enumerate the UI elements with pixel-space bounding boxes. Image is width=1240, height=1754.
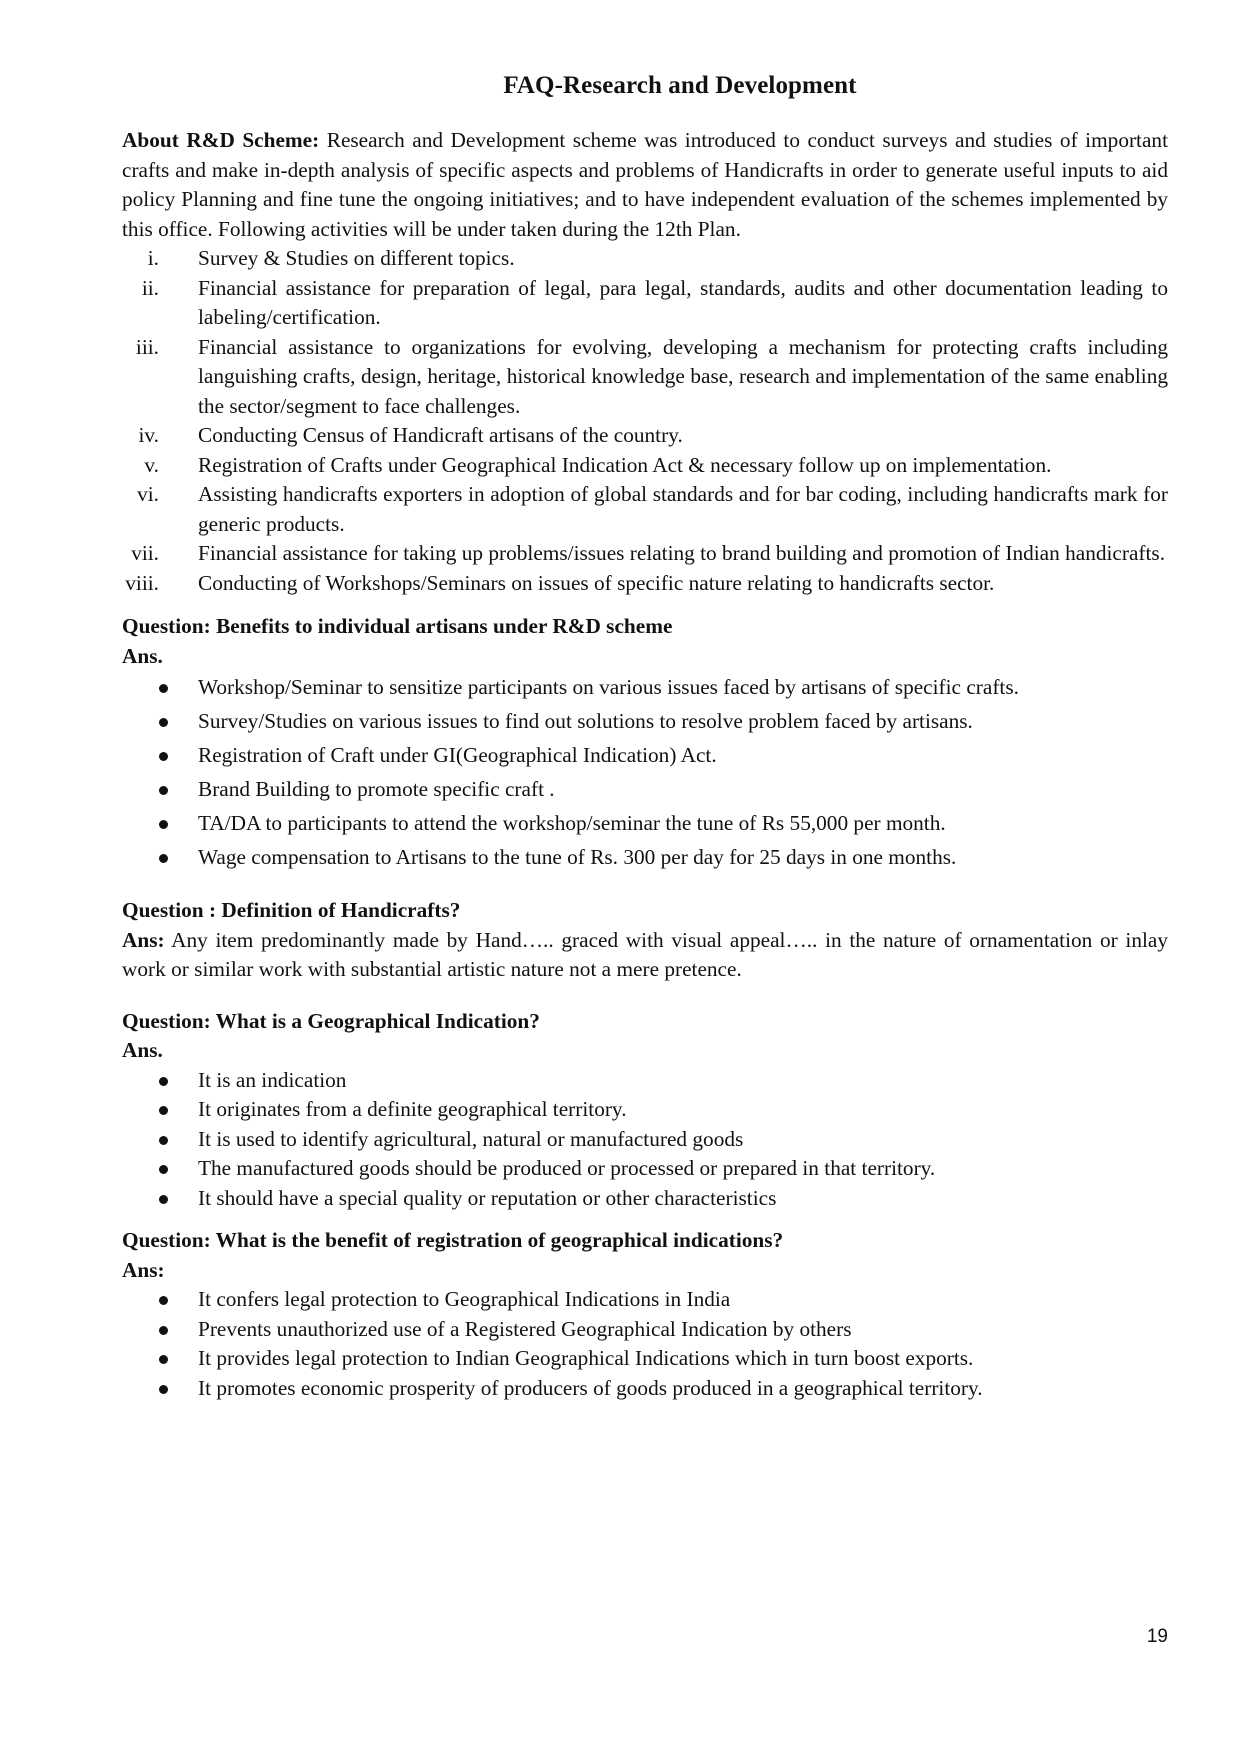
list-item: Prevents unauthorized use of a Registered Geographical Indication by others xyxy=(122,1315,1168,1345)
list-item: It confers legal protection to Geographical Indications in India xyxy=(122,1285,1168,1315)
faq-benefits-artisans xyxy=(122,612,1168,874)
bullet-icon xyxy=(159,1326,168,1335)
list-item: Wage compensation to Artisans to the tune of Rs. 300 per day for 25 days in one months. xyxy=(122,841,1168,874)
document-page xyxy=(122,72,1168,1403)
list-item: It should have a special quality or reputation or other characteristics xyxy=(122,1184,1168,1214)
list-item: vi. Assisting handicrafts exporters in adoption of global standards and for bar coding, including handicrafts mark for generic products. xyxy=(137,482,1168,536)
faq-gi-registration-benefit xyxy=(122,1226,1168,1403)
question-heading: Question: What is the benefit of registration of geographical indications? xyxy=(122,1228,784,1252)
answer-bullets xyxy=(122,1285,1168,1403)
list-item: v. Registration of Crafts under Geographical Indication Act & necessary follow up on implementation. xyxy=(144,452,1052,477)
bullet-icon xyxy=(159,854,168,863)
list-item: ii. Financial assistance for preparation of legal, para legal, standards, audits and other documentation leading to labeling/certification. xyxy=(141,275,1168,329)
answer-label: Ans. xyxy=(122,1038,163,1062)
list-item: i. Survey & Studies on different topics. xyxy=(147,246,515,270)
bullet-icon xyxy=(159,684,168,693)
bullet-icon xyxy=(159,718,168,727)
question-heading: Question: Benefits to individual artisans under R&D scheme xyxy=(122,614,673,638)
answer-bullets xyxy=(122,671,1168,874)
page-title: FAQ-Research and Development xyxy=(503,72,857,99)
answer-label: Ans. xyxy=(122,643,163,668)
bullet-icon xyxy=(159,752,168,761)
list-item: iii. Financial assistance to organizations for evolving, developing a mechanism for protecting crafts including languishing crafts, design, heritage, historical knowledge base, research and implementation of the same enabling the sector/segment to face challenges. xyxy=(135,334,1168,418)
list-item: vii. Financial assistance for taking up problems/issues relating to brand building and promotion of Indian handicrafts. xyxy=(131,541,1166,565)
list-item: TA/DA to participants to attend the workshop/seminar the tune of Rs 55,000 per month. xyxy=(122,807,1168,840)
list-item: iv. Conducting Census of Handicraft artisans of the country. xyxy=(138,423,683,447)
bullet-icon xyxy=(159,1385,168,1394)
bullet-icon xyxy=(159,1355,168,1364)
page-number: 19 xyxy=(1146,1626,1168,1647)
answer-paragraph xyxy=(122,926,1168,985)
list-item: Workshop/Seminar to sensitize participants on various issues faced by artisans of specific crafts. xyxy=(122,671,1168,704)
list-item: Registration of Craft under GI(Geographical Indication) Act. xyxy=(122,739,1168,772)
list-item: It is used to identify agricultural, natural or manufactured goods xyxy=(122,1125,1168,1155)
faq-definition-handicrafts xyxy=(122,896,1168,985)
question-heading: Question : Definition of Handicrafts? xyxy=(122,898,461,922)
bullet-icon xyxy=(159,1165,168,1174)
faq-geographical-indication xyxy=(122,1007,1168,1214)
answer-label: Ans: xyxy=(122,1257,165,1282)
question-heading: Question: What is a Geographical Indication? xyxy=(122,1008,540,1033)
about-paragraph xyxy=(122,126,1168,244)
list-item: It promotes economic prosperity of producers of goods produced in a geographical territory. xyxy=(122,1374,1168,1404)
list-item: viii. Conducting of Workshops/Seminars on issues of specific nature relating to handicrafts sector. xyxy=(125,570,995,595)
bullet-icon xyxy=(159,820,168,829)
bullet-icon xyxy=(159,1296,168,1305)
answer-label: Ans: xyxy=(122,927,165,952)
list-item: It originates from a definite geographical territory. xyxy=(122,1095,1168,1125)
answer-text: Any item predominantly made by Hand….. graced with visual appeal….. in the nature of ornamentation or inlay work or similar work with substantial artistic nature not a mere pretence. xyxy=(122,927,1168,981)
list-item: Brand Building to promote specific craft . xyxy=(122,773,1168,806)
list-item: Survey/Studies on various issues to find out solutions to resolve problem faced by artisans. xyxy=(122,705,1168,738)
about-section xyxy=(122,126,1168,598)
answer-bullets xyxy=(122,1066,1168,1214)
about-text: Research and Development scheme was introduced to conduct surveys and studies of important crafts and make in-depth analysis of specific aspects and problems of Handicrafts in order to generate useful inputs to aid policy Planning and fine tune the ongoing initiatives; and to have independent evaluation of the schemes implemented by this office. Following activities will be under taken during the 12th Plan. xyxy=(122,128,1168,241)
bullet-icon xyxy=(159,1077,168,1086)
list-item: It is an indication xyxy=(122,1066,1168,1096)
bullet-icon xyxy=(159,1136,168,1145)
about-label: About R&D Scheme: xyxy=(122,128,320,152)
bullet-icon xyxy=(159,786,168,795)
list-item: It provides legal protection to Indian Geographical Indications which in turn boost exports. xyxy=(122,1344,1168,1374)
list-item: The manufactured goods should be produced or processed or prepared in that territory. xyxy=(122,1154,1168,1184)
bullet-icon xyxy=(159,1195,168,1204)
bullet-icon xyxy=(159,1106,168,1115)
activities-list xyxy=(122,244,1168,598)
